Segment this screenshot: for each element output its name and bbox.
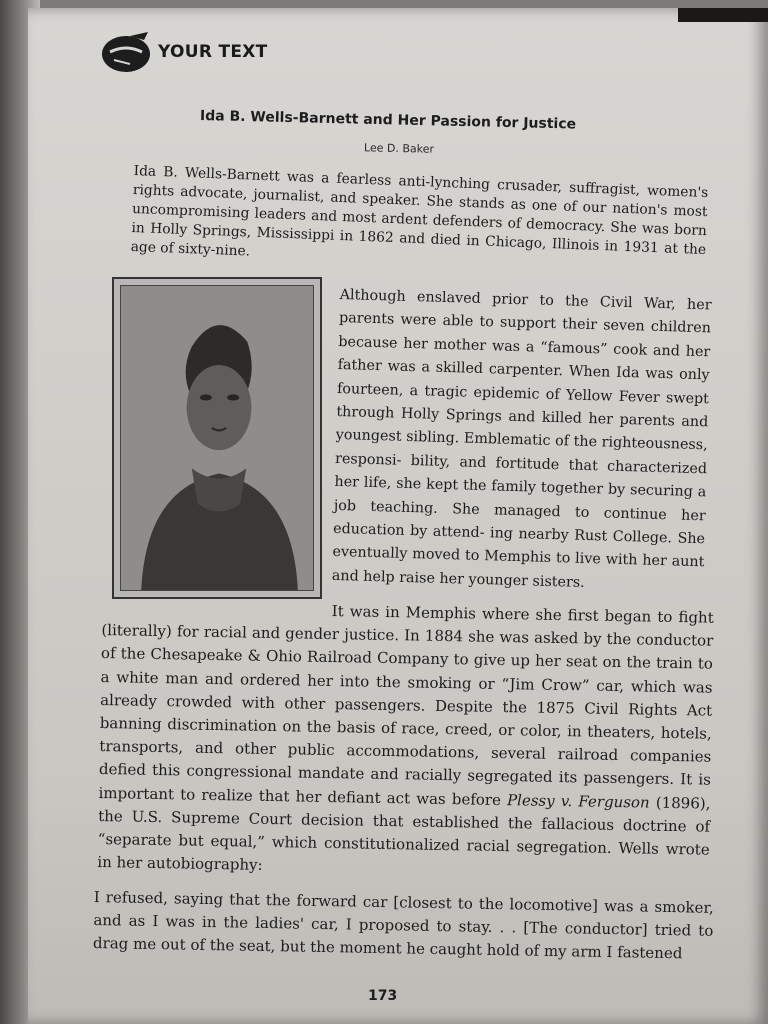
portrait-figure [121,286,313,590]
intro-text: Ida B. Wells-Barnett was a fearless anti-lynching crusader, suffragist, women's rights advocate, journalist, and speaker. She stands as one of our nation's most uncompromising leaders and most ardent defenders of democracy. She was born in Holly Springs, Mississippi in 1862 and died in Chicago, Illinois in 1931 at the age of sixty-nine. [130,162,709,260]
page-number: 173 [368,988,398,1004]
paragraph-early-life [332,284,712,599]
autobiography-quote [93,886,714,965]
case-name: Plessy v. Ferguson [506,790,650,812]
paragraph-early-life-text: Although enslaved prior to the Civil War, her parents were able to support their seven children because her mother was a “famous” cook and her father was a skilled carpenter. When Ida was only fourteen, a tragic epidemic of Yellow Fever swept through Holly Springs and killed her parents and youngest sibling. Emblematic of the righteousness, responsi- bility, and fortitude that characterized her life, she kept the family together by securing a job teaching. She managed to continue her education by attend- ing nearby Rust College. She eventually moved to Memphis to live with her aunt and help raise her younger sisters. [331,286,712,591]
quote-text: I refused, saying that the forward car [closest to the locomotive] was a smoker, and as I was in the ladies' car, I proposed to stay. . . [The conductor] tried to drag me out of the seat, but the moment he caught hold of my arm I fastened [92,887,714,962]
paragraph-memphis [97,596,714,885]
section-header [100,30,268,74]
page-corner-shadow [678,8,768,22]
portrait-frame [112,277,322,599]
paragraph-memphis-text [97,596,714,885]
section-label: YOUR TEXT [158,42,268,62]
hand-writing-icon [100,30,152,74]
memphis-text-b: (1896), the U.S. Supreme Court decision that established the fallacious doctrine of “separate but equal,” which constitutionalized racial segregation. Wells wrote in her autobiography: [97,793,711,875]
article-author: Lee D. Baker [363,141,435,156]
memphis-text-a: It was in Memphis where she first began to fight (literally) for racial and gender justice. In 1884 she was asked by the conductor of the Chesapeake & Ohio Railroad Company to give up her seat on the train to a white man and ordered her into the smoking or “Jim Crow” car, which was already crowded with other passengers. Despite the 1875 Civil Rights Act banning discrimination on the basis of race, creed, or color, in theaters, hotels, transports, and other public accommodations, several railroad companies defied this congressional mandate and racially segregated its passengers. It is important to realize that her defiant act was before [98,602,714,809]
portrait-photo [120,285,314,591]
article-title: Ida B. Wells-Barnett and Her Passion for Justice [199,108,577,133]
